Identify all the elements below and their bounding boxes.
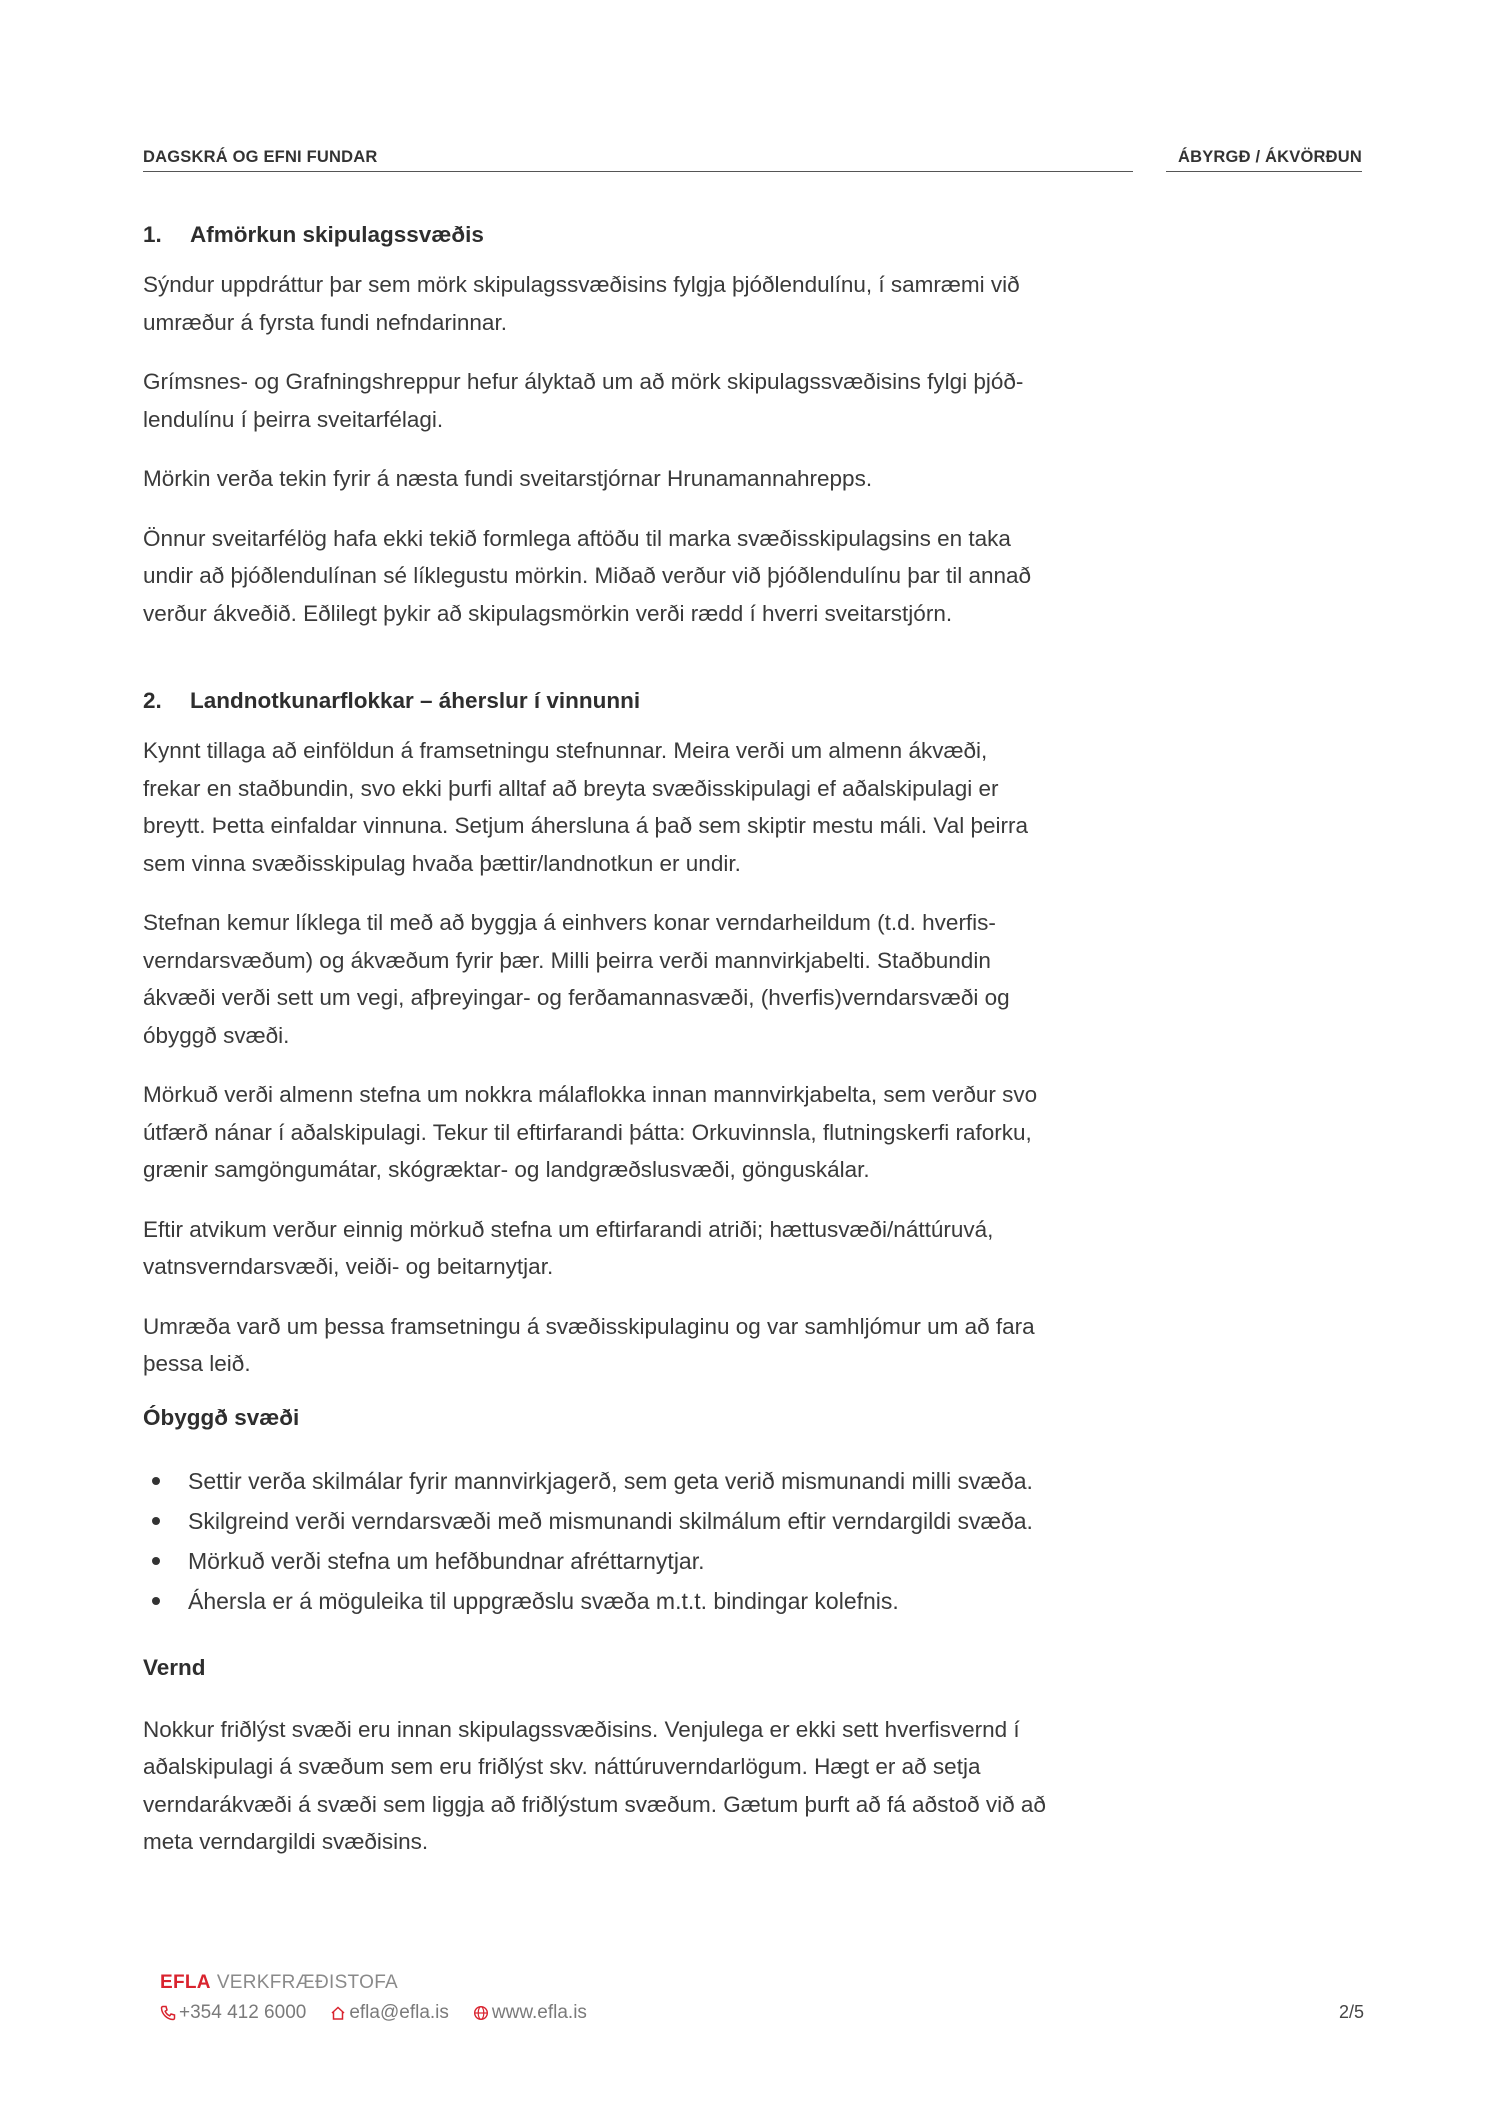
- bullet-icon: [152, 1477, 160, 1485]
- obyggd-heading: Óbyggð svæði: [143, 1404, 300, 1430]
- web-link[interactable]: www.efla.is: [491, 2002, 587, 2023]
- main-content: [143, 222, 1143, 1883]
- paragraph: Umræða varð um þessa framsetningu á svæðisskipulaginu og var samhljómur um að fara þessa leið.: [143, 1313, 1035, 1376]
- list-item: Skilgreind verði verndarsvæði með mismunandi skilmálum eftir verndargildi svæða.: [143, 1501, 1143, 1541]
- paragraph: Grímsnes- og Grafningshreppur hefur ályktað um að mörk skipulagssvæðisins fylgi þjóð- lendulínu í þeirra sveitarfélagi.: [143, 369, 1024, 432]
- section-1-title: Afmörkun skipulagssvæðis: [190, 222, 484, 247]
- page-number: 2/5: [1338, 2002, 1364, 2022]
- header-left: DAGSKRÁ OG EFNI FUNDAR: [143, 148, 1133, 172]
- section-1-number: 1.: [143, 222, 162, 247]
- phone-number: +354 412 6000: [179, 2002, 307, 2023]
- header-right: ÁBYRGÐ / ÁKVÖRÐUN: [1166, 148, 1362, 172]
- paragraph: Nokkur friðlýst svæði eru innan skipulagssvæðisins. Venjulega er ekki sett hverfisvernd í aðalskipulagi á svæðum sem eru friðlýst skv. náttúruverndarlögum. Hægt er að setja verndarákvæði á svæði sem liggja að friðlýstum svæðum. Gætum þurft að fá aðstoð við að meta verndargildi svæðisins.: [143, 1716, 1046, 1854]
- obyggd-bullet-list: [143, 1461, 1143, 1621]
- footer-brand: [160, 1972, 660, 1994]
- paragraph: Mörkuð verði almenn stefna um nokkra málaflokka innan mannvirkjabelta, sem verður svo útfærð nánar í aðalskipulagi. Tekur til eftirfarandi þátta: Orkuvinnsla, flutningskerfi raforku, grænir samgöngumátar, skógræktar- og landgræðslusvæði, gönguskálar.: [143, 1082, 1038, 1182]
- bullet-icon: [152, 1557, 160, 1565]
- section-2-heading: [143, 688, 1143, 714]
- paragraph: Mörkin verða tekin fyrir á næsta fundi sveitarstjórnar Hrunamannahrepps.: [143, 466, 873, 491]
- paragraph: Stefnan kemur líklega til með að byggja á einhvers konar verndarheildum (t.d. hverfis- verndarsvæðum) og ákvæðum fyrir þær. Milli þeirra verði mannvirkjabelti. Staðbundin ákvæði verði sett um vegi, afþreyingar- og ferðamannasvæði, (hverfis)verndarsvæði og óbyggð svæði.: [143, 910, 1010, 1048]
- web-contact: [473, 2002, 587, 2024]
- home-icon: [330, 2005, 346, 2021]
- bullet-icon: [152, 1517, 160, 1525]
- phone-icon: [160, 2005, 176, 2021]
- paragraph: Önnur sveitarfélög hafa ekki tekið formlega aftöðu til marka svæðisskipulagsins en taka undir að þjóðlendulínan sé líklegustu mörkin. Miðað verður við þjóðlendulínu þar til annað verður ákveðið. Eðlilegt þykir að skipulagsmörkin verði rædd í hverri sveitarstjórn.: [143, 525, 1032, 626]
- footer-contacts: [160, 2002, 660, 2024]
- list-item: Settir verða skilmálar fyrir mannvirkjagerð, sem geta verið mismunandi milli svæða.: [143, 1461, 1143, 1501]
- phone-contact: [160, 2002, 306, 2024]
- efla-logo: EFLA: [160, 1972, 211, 1993]
- paragraph: Kynnt tillaga að einföldun á framsetningu stefnunnar. Meira verði um almenn ákvæði, frekar en staðbundin, svo ekki þurfi alltaf að breyta svæðisskipulagi ef aðalskipulagi er breytt. Þetta einfaldar vinnuna. Setjum áhersluna á það sem skiptir mestu máli. Val þeirra sem vinna svæðisskipulag hvaða þættir/landnotkun er undir.: [143, 738, 1029, 876]
- brand-suffix: VERKFRÆÐISTOFA: [216, 1972, 399, 1993]
- bullet-icon: [152, 1597, 160, 1605]
- email-link[interactable]: efla@efla.is: [349, 2002, 449, 2023]
- globe-icon: [473, 2005, 489, 2021]
- section-2-title: Landnotkunarflokkar – áherslur í vinnunni: [190, 688, 641, 713]
- paragraph: Sýndur uppdráttur þar sem mörk skipulagssvæðisins fylgja þjóðlendulínu, í samræmi við umræður á fyrsta fundi nefndarinnar.: [143, 272, 1020, 335]
- footer: [160, 1972, 660, 2024]
- section-2-number: 2.: [143, 688, 162, 713]
- section-1-heading: [143, 222, 1143, 248]
- vernd-heading: Vernd: [143, 1654, 206, 1680]
- list-item: Áhersla er á möguleika til uppgræðslu svæða m.t.t. bindingar kolefnis.: [143, 1581, 1143, 1621]
- paragraph: Eftir atvikum verður einnig mörkuð stefna um eftirfarandi atriði; hættusvæði/náttúruvá, vatnsverndarsvæði, veiði- og beitarnytjar.: [143, 1216, 994, 1279]
- email-contact: [330, 2002, 449, 2024]
- list-item: Mörkuð verði stefna um hefðbundnar afréttarnytjar.: [143, 1541, 1143, 1581]
